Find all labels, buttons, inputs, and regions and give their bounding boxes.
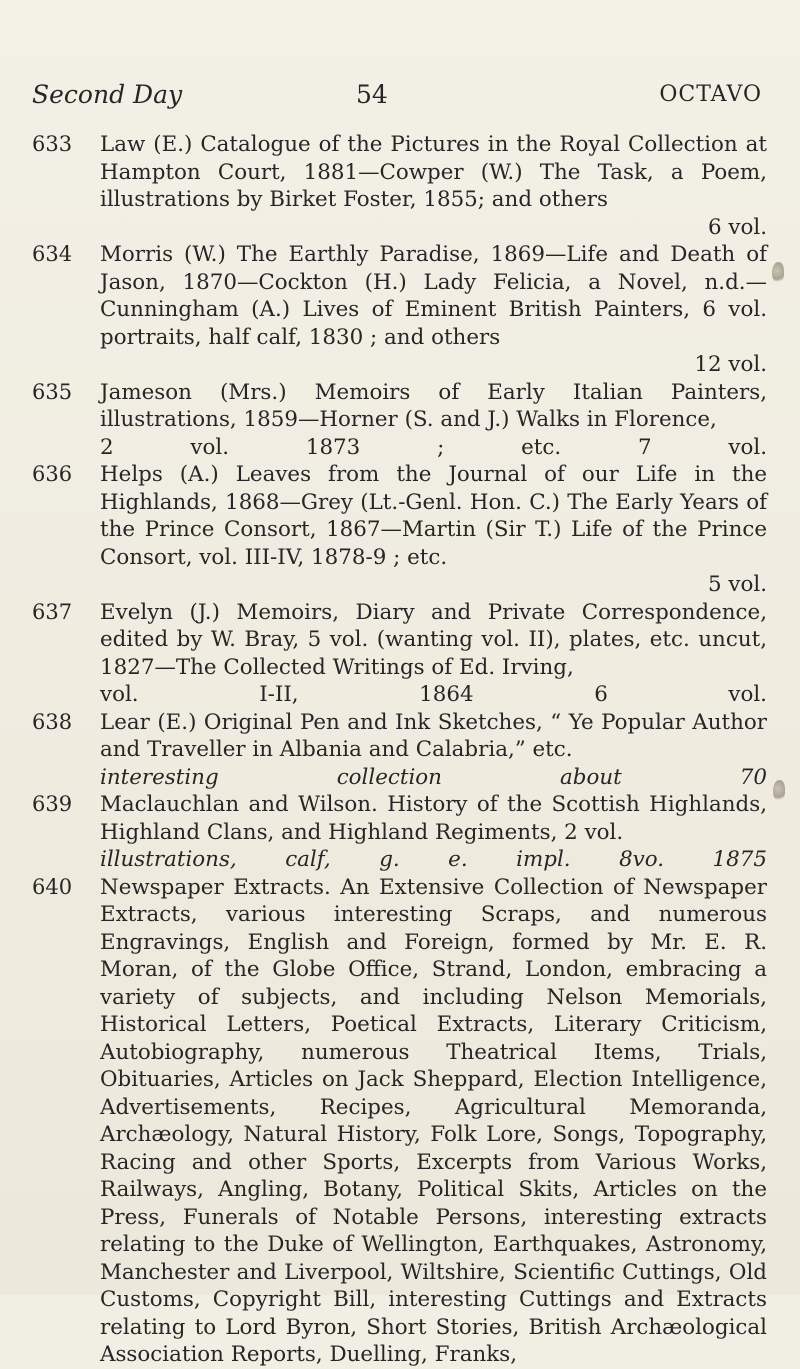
entry-tail-line bbox=[100, 434, 767, 462]
entry-text: Evelyn (J.) Memoirs, Diary and Private Correspondence, edited by W. Bray, 5 vol. (wanting vol. II), plates, etc. uncut, 1827—The Collected Writings of Ed. Irving, bbox=[100, 599, 767, 680]
catalogue-entry-634 bbox=[32, 241, 767, 379]
paper-blemish bbox=[772, 262, 784, 284]
entry-quantity: 6 vol. bbox=[594, 682, 767, 707]
entry-quantity: impl. 8vo. 1875 bbox=[516, 847, 767, 872]
lot-number: 633 bbox=[32, 132, 73, 156]
running-head-left: Second Day bbox=[32, 80, 183, 109]
catalogue-entry-638 bbox=[32, 709, 767, 792]
catalogue-entry-637 bbox=[32, 599, 767, 709]
entry-tail-detail: vol. I-II, 1864 bbox=[100, 682, 474, 707]
entry-quantity: 12 vol. bbox=[694, 352, 767, 377]
entry-text: Newspaper Extracts. An Extensive Collection of Newspaper Extracts, various interesting Scraps, and numerous Engravings, English and Foreign, formed by Mr. E. R. Moran, of the Globe Office, Strand, London, embracing a variety of subjects, and including Nelson Memorials, Historical Letters, Poetical Extracts, Literary Criticism, Autobiography, numerous Theatrical Items, Trials, Obituaries, Articles on Jack Sheppard, Election Intelligence, Advertisements, Recipes, Agricultural Memoranda, Archæology, Natural History, Folk Lore, Songs, Topography, Racing and other Sports, Excerpts from Various Works, Railways, Angling, Botany, Political Skits, Articles on the Press, Funerals of Notable Persons, interesting extracts relating to the Duke of Wellington, Earthquakes, Astronomy, Manchester and Liverpool, Wiltshire, Scientific Cuttings, Old Customs, Copyright Bill, interesting Cuttings and Extracts relating to Lord Byron, Short Stories, British Archæological Association Reports, Duelling, Franks, bbox=[100, 874, 767, 1367]
entry-tail-line bbox=[100, 681, 767, 709]
lot-number: 640 bbox=[32, 874, 73, 899]
lot-number: 635 bbox=[32, 379, 73, 404]
catalogue-entry-636 bbox=[32, 461, 767, 599]
entry-tail-detail: illustrations, calf, g. e. bbox=[100, 847, 468, 872]
entry-quantity: 5 vol. bbox=[707, 572, 767, 597]
entry-tail-line bbox=[100, 764, 767, 792]
entry-text: Helps (A.) Leaves from the Journal of our Life in the Highlands, 1868—Grey (Lt.-Genl. Hon. C.) The Early Years of the Prince Consort, 1867—Martin (Sir T.) Life of the Prince Consort, vol. III-IV, 1878-9 ; etc. bbox=[100, 462, 767, 570]
entry-text: Maclauchlan and Wilson. History of the Scottish Highlands, Highland Clans, and Highland Regiments, 2 vol. bbox=[100, 792, 767, 845]
entry-text: Jameson (Mrs.) Memoirs of Early Italian Painters, illustrations, 1859—Horner (S. and J.) Walks in Florence, bbox=[100, 379, 767, 432]
running-head bbox=[32, 80, 762, 116]
entry-quantity: about 70 bbox=[560, 764, 767, 790]
lot-number: 634 bbox=[32, 242, 73, 266]
entry-text: Lear (E.) Original Pen and Ink Sketches, “ Ye Popular Author and Traveller in Albania and Calabria,” etc. bbox=[100, 709, 767, 762]
lot-number: 638 bbox=[32, 709, 73, 734]
catalogue-entry-633 bbox=[32, 131, 767, 241]
page-number: 54 bbox=[356, 80, 388, 109]
entry-text: Morris (W.) The Earthly Paradise, 1869—Life and Death of Jason, 1870—Cockton (H.) Lady Felicia, a Novel, n.d.—Cunningham (A.) Lives of Eminent British Painters, 6 vol. portraits, half calf, 1830 ; and others bbox=[100, 242, 767, 350]
entry-quantity: 7 vol. bbox=[637, 434, 767, 460]
lot-number: 637 bbox=[32, 599, 73, 624]
catalogue-entry-635 bbox=[32, 379, 767, 462]
entry-tail-line bbox=[100, 846, 767, 874]
paper-blemish bbox=[773, 780, 785, 802]
entry-tail-detail: 2 vol. 1873 ; etc. bbox=[100, 434, 562, 460]
lot-number: 639 bbox=[32, 792, 73, 816]
running-head-right: OCTAVO bbox=[659, 82, 762, 107]
entry-quantity: 6 vol. bbox=[707, 214, 767, 240]
entry-tail-detail: interesting collection bbox=[100, 764, 442, 790]
entry-text: Law (E.) Catalogue of the Pictures in the Royal Collection at Hampton Court, 1881—Cowper (W.) The Task, a Poem, illustrations by Birket Foster, 1855; and others bbox=[100, 132, 767, 212]
lot-number: 636 bbox=[32, 462, 73, 486]
catalogue-entry-639 bbox=[32, 791, 767, 874]
catalogue-entry-640 bbox=[32, 874, 767, 1369]
catalogue-entries bbox=[32, 131, 767, 1369]
